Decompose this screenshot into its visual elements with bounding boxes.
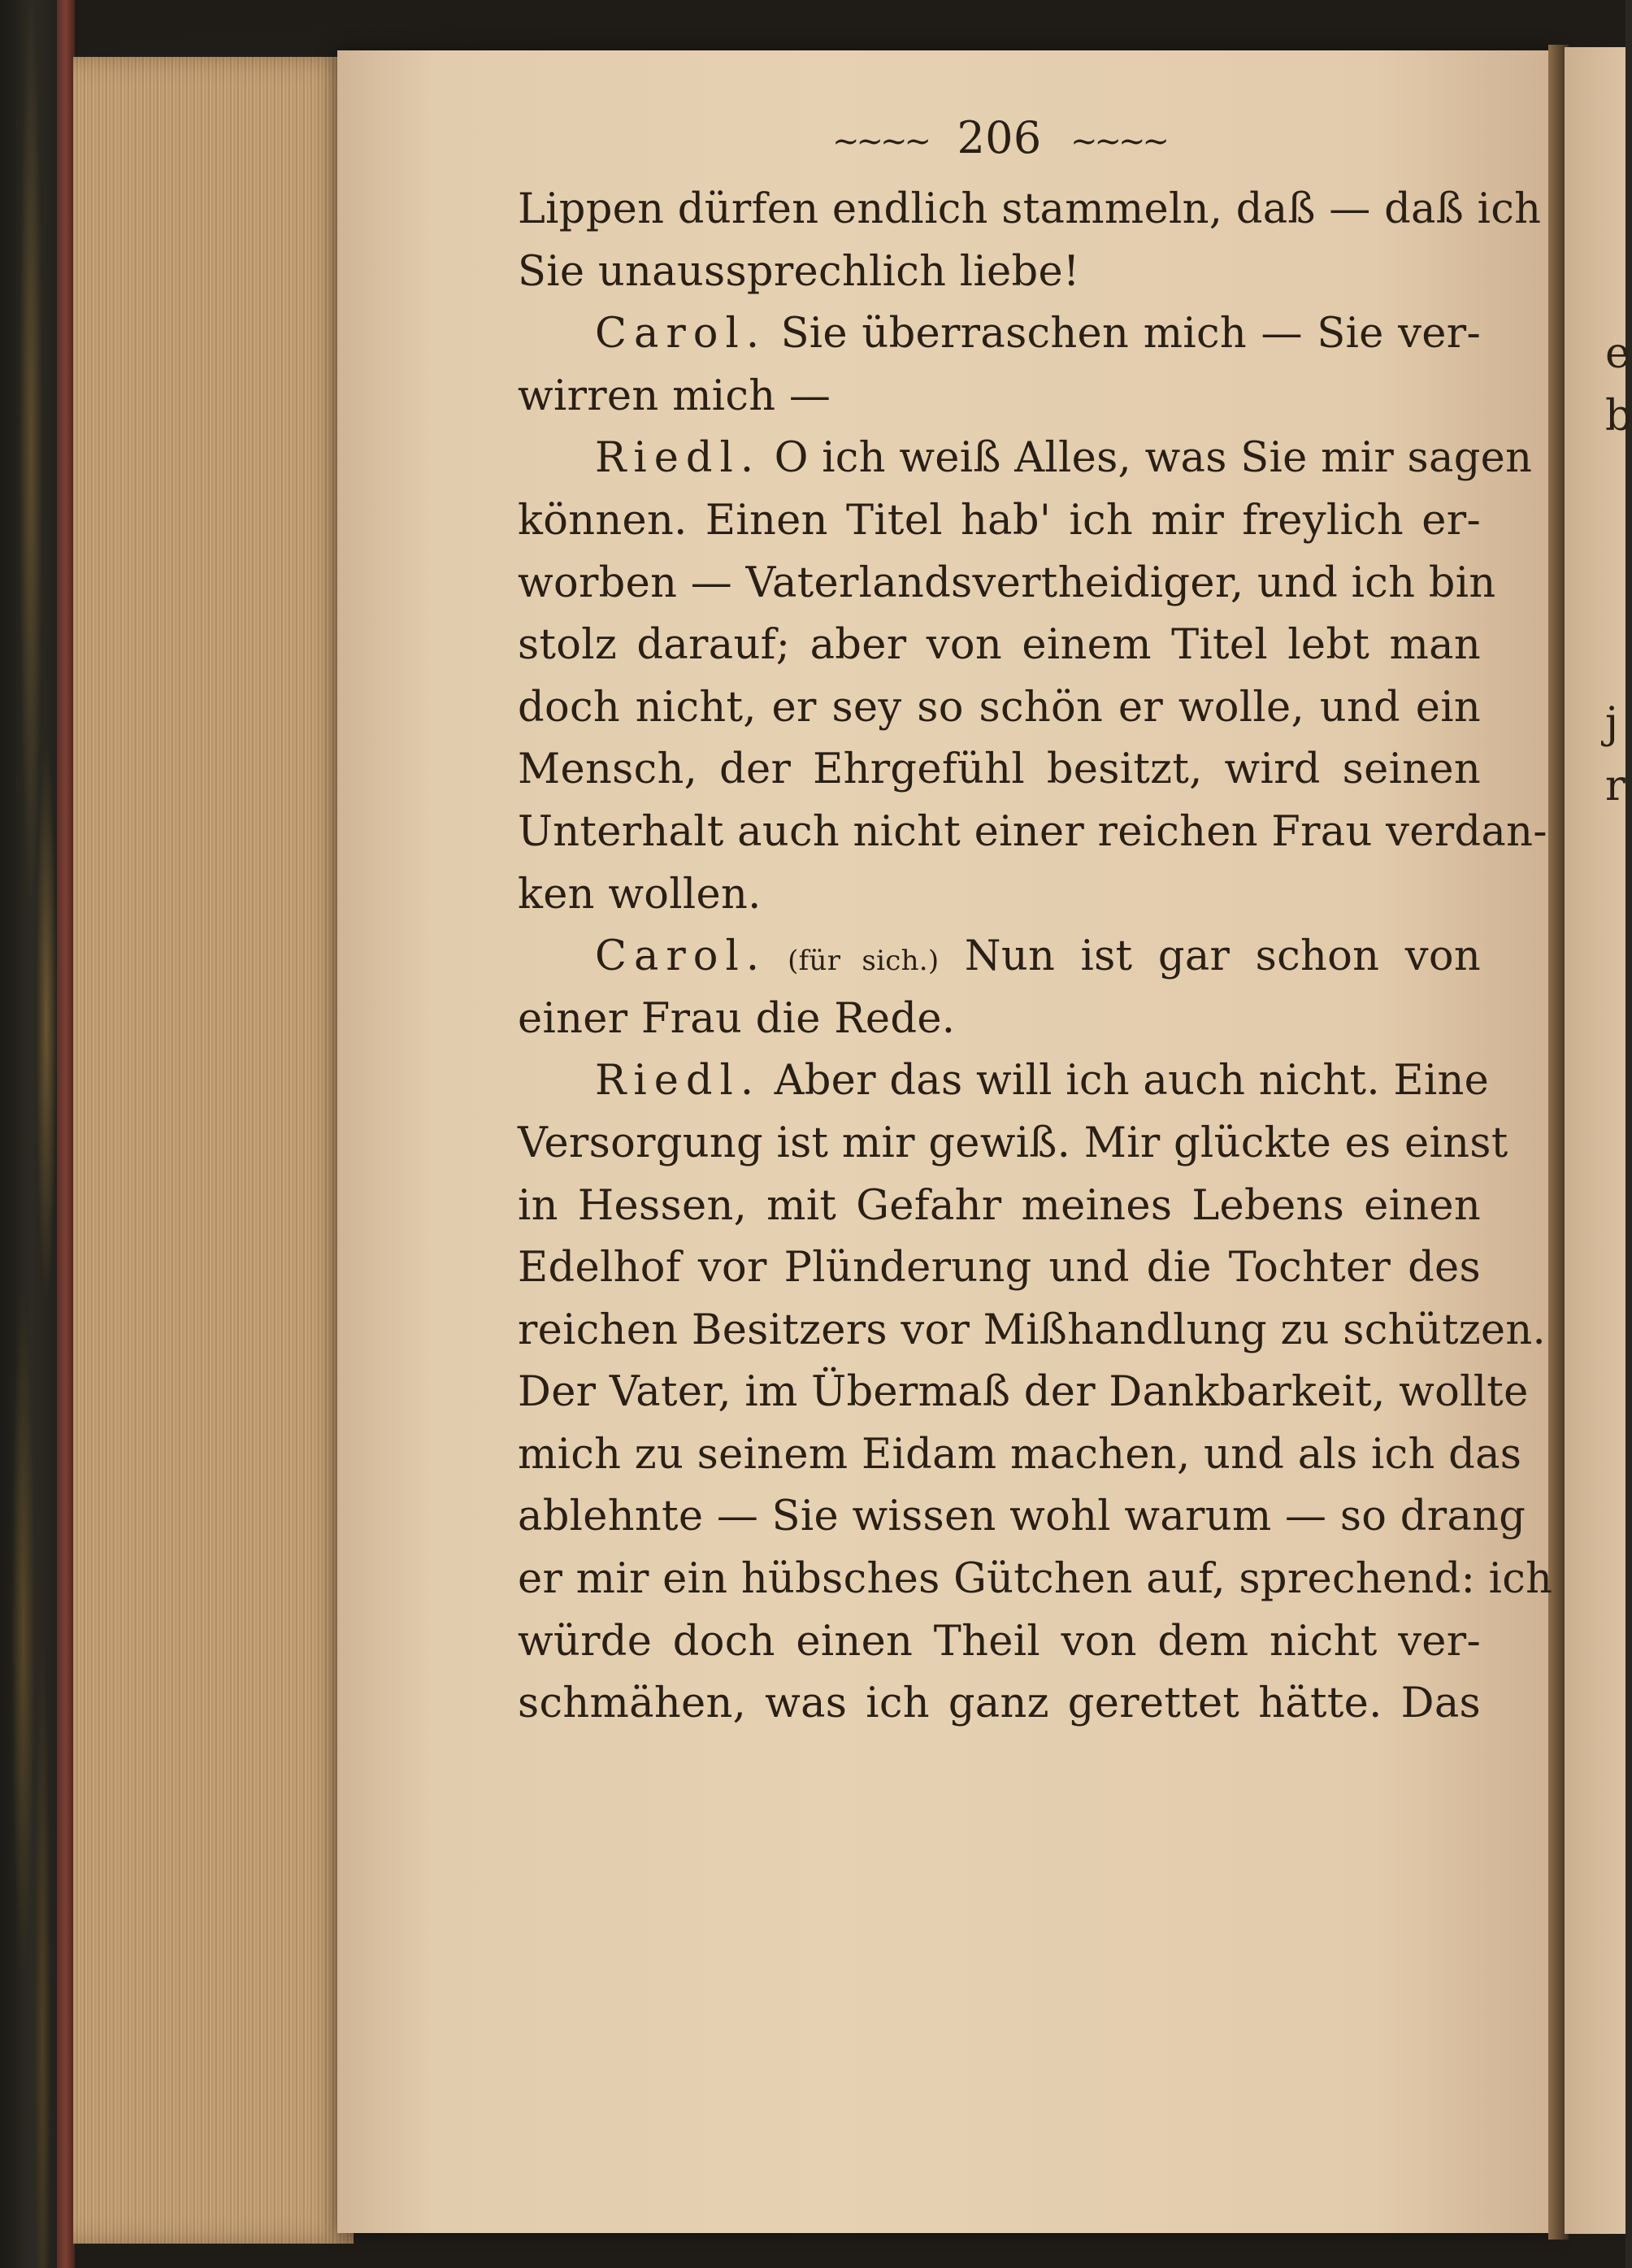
text-line: [518, 864, 1481, 927]
page-number-header: [518, 107, 1481, 172]
line-text: Der Vater, im Übermaß der Dankbarkeit, wollte: [518, 1368, 1529, 1417]
line-text: ablehnte — Sie wissen wohl warum — so drang: [518, 1492, 1526, 1541]
page-text: [518, 112, 1553, 1736]
line-text: reichen Besitzers vor Mißhandlung zu schützen.: [518, 1306, 1547, 1354]
page-edges-stack: [73, 57, 354, 2244]
text-line: [518, 1237, 1481, 1300]
speaker-name: Riedl.: [595, 1057, 762, 1106]
facing-page-fragment: b: [1605, 392, 1632, 441]
line-text: mich zu seinem Eidam machen, und als ich das: [518, 1430, 1522, 1479]
text-line: [518, 1113, 1508, 1175]
line-text: wirren mich —: [518, 371, 831, 420]
text-line: [518, 1050, 1490, 1113]
line-text: stolz darauf; aber von einem Titel lebt man: [518, 621, 1481, 670]
line-text: einer Frau die Rede.: [518, 994, 956, 1043]
text-line: [518, 926, 1481, 988]
cover-spine-edge: [57, 0, 75, 2268]
ornament-left: ~~~~: [831, 122, 929, 160]
text-line: [518, 1673, 1481, 1736]
stage-direction: (für sich.): [766, 945, 940, 978]
text-line: [518, 303, 1481, 366]
text-line: [518, 615, 1481, 677]
text-line: [518, 428, 1533, 490]
text-line: [518, 677, 1481, 740]
text-line: [518, 1424, 1522, 1487]
text-line: [518, 179, 1542, 241]
line-text: Unterhalt auch nicht einer reichen Frau verdan-: [518, 807, 1547, 856]
line-text: O ich weiß Alles, was Sie mir sagen: [761, 434, 1533, 483]
text-line: [518, 241, 1481, 304]
text-line: [518, 366, 1481, 428]
line-text: worben — Vaterlandsvertheidiger, und ich bin: [518, 558, 1496, 607]
speaker-name: Carol.: [595, 310, 767, 358]
line-text: er mir ein hübsches Gütchen auf, sprechend: ich: [518, 1555, 1553, 1604]
line-text: schmähen, was ich ganz gerettet hätte. Das: [518, 1679, 1481, 1728]
line-text: Sie unaussprechlich liebe!: [518, 247, 1080, 296]
line-text: würde doch einen Theil von dem nicht ver-: [518, 1617, 1481, 1666]
line-text: doch nicht, er sey so schön er wolle, und ein: [518, 683, 1481, 732]
text-line: [518, 490, 1481, 553]
text-line: [518, 802, 1547, 864]
speaker-name: Riedl.: [595, 434, 762, 483]
text-line: [518, 1486, 1526, 1549]
page-number: 206: [957, 112, 1042, 163]
text-line: [518, 739, 1481, 802]
text-line: [518, 1300, 1547, 1362]
text-line: [518, 1362, 1529, 1424]
line-text: können. Einen Titel hab' ich mir freylich er-: [518, 496, 1481, 545]
line-text: Versorgung ist mir gewiß. Mir glückte es einst: [518, 1119, 1508, 1167]
facing-page-fragment: r: [1605, 762, 1625, 810]
text-line: [518, 1549, 1553, 1611]
speaker-name: Carol.: [595, 932, 767, 981]
text-lines: [518, 179, 1553, 1736]
text-line: [518, 1611, 1481, 1674]
ornament-right: ~~~~: [1070, 122, 1167, 160]
line-text: Edelhof vor Plünderung und die Tochter des: [518, 1244, 1481, 1293]
line-text: Aber das will ich auch nicht. Eine: [761, 1057, 1490, 1106]
line-text: Lippen dürfen endlich stammeln, daß — daß ich: [518, 185, 1542, 233]
text-line: [518, 988, 1481, 1051]
facing-page-fragment: e: [1605, 329, 1630, 378]
text-line: [518, 1175, 1481, 1238]
line-text: ken wollen.: [518, 870, 762, 919]
line-text: Mensch, der Ehrgefühl besitzt, wird seinen: [518, 745, 1481, 794]
line-text: in Hessen, mit Gefahr meines Lebens einen: [518, 1181, 1481, 1230]
line-text: Sie überraschen mich — Sie ver-: [766, 310, 1481, 358]
text-line: [518, 553, 1496, 615]
line-text: Nun ist gar schon von: [939, 932, 1481, 981]
facing-page-fragment: j: [1605, 699, 1619, 748]
